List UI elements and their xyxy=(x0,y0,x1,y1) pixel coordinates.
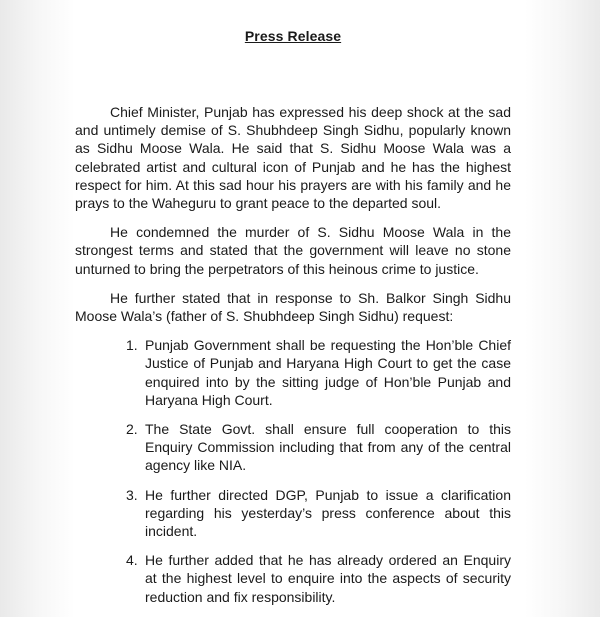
paragraph-request-intro: He further stated that in response to Sh. Balkor Singh Sidhu Moose Wala’s (father of S. Shubhdeep Singh Sidhu) request: xyxy=(75,289,511,325)
list-item xyxy=(75,336,511,409)
list-item-text: The State Govt. shall ensure full cooperation to this Enquiry Commission including that from any of the central agency like NIA. xyxy=(145,421,511,474)
page-title: Press Release xyxy=(244,28,342,44)
list-item xyxy=(75,551,511,606)
list-item-text: Punjab Government shall be requesting the Hon’ble Chief Justice of Punjab and Haryana High Court to get the case enquired into by the sitting judge of Hon’ble Punjab and Haryana High Court. xyxy=(145,337,511,408)
list-item xyxy=(75,486,511,541)
list-item-text: He further directed DGP, Punjab to issue a clarification regarding his yesterday’s press conference about this incident. xyxy=(145,486,511,540)
paragraph-condemnation: He condemned the murder of S. Sidhu Moose Wala in the strongest terms and stated that the government will leave no stone unturned to bring the perpetrators of this heinous crime to justice. xyxy=(75,224,511,277)
list-item-number: 4. xyxy=(126,552,138,569)
paragraph-condolence: Chief Minister, Punjab has expressed his deep shock at the sad and untimely demise of S. Shubhdeep Singh Sidhu, popularly known as Sidhu Moose Wala. He said that S. Sidhu Moose Wala was a celebrated artist and cultural icon of Punjab and he has the highest respect for him. At this sad hour his prayers are with his family and he prays to the Waheguru to grant peace to the departed soul. xyxy=(75,104,511,212)
list-item-text: He further added that he has already ordered an Enquiry at the highest level to enquire into the aspects of security reduction and fix responsibility. xyxy=(145,552,511,605)
list-item xyxy=(75,420,511,475)
list-item-number: 1. xyxy=(126,337,138,354)
list-item-number: 3. xyxy=(126,486,138,503)
measures-list xyxy=(75,336,511,606)
list-item-number: 2. xyxy=(126,421,138,438)
document-body xyxy=(75,103,511,617)
